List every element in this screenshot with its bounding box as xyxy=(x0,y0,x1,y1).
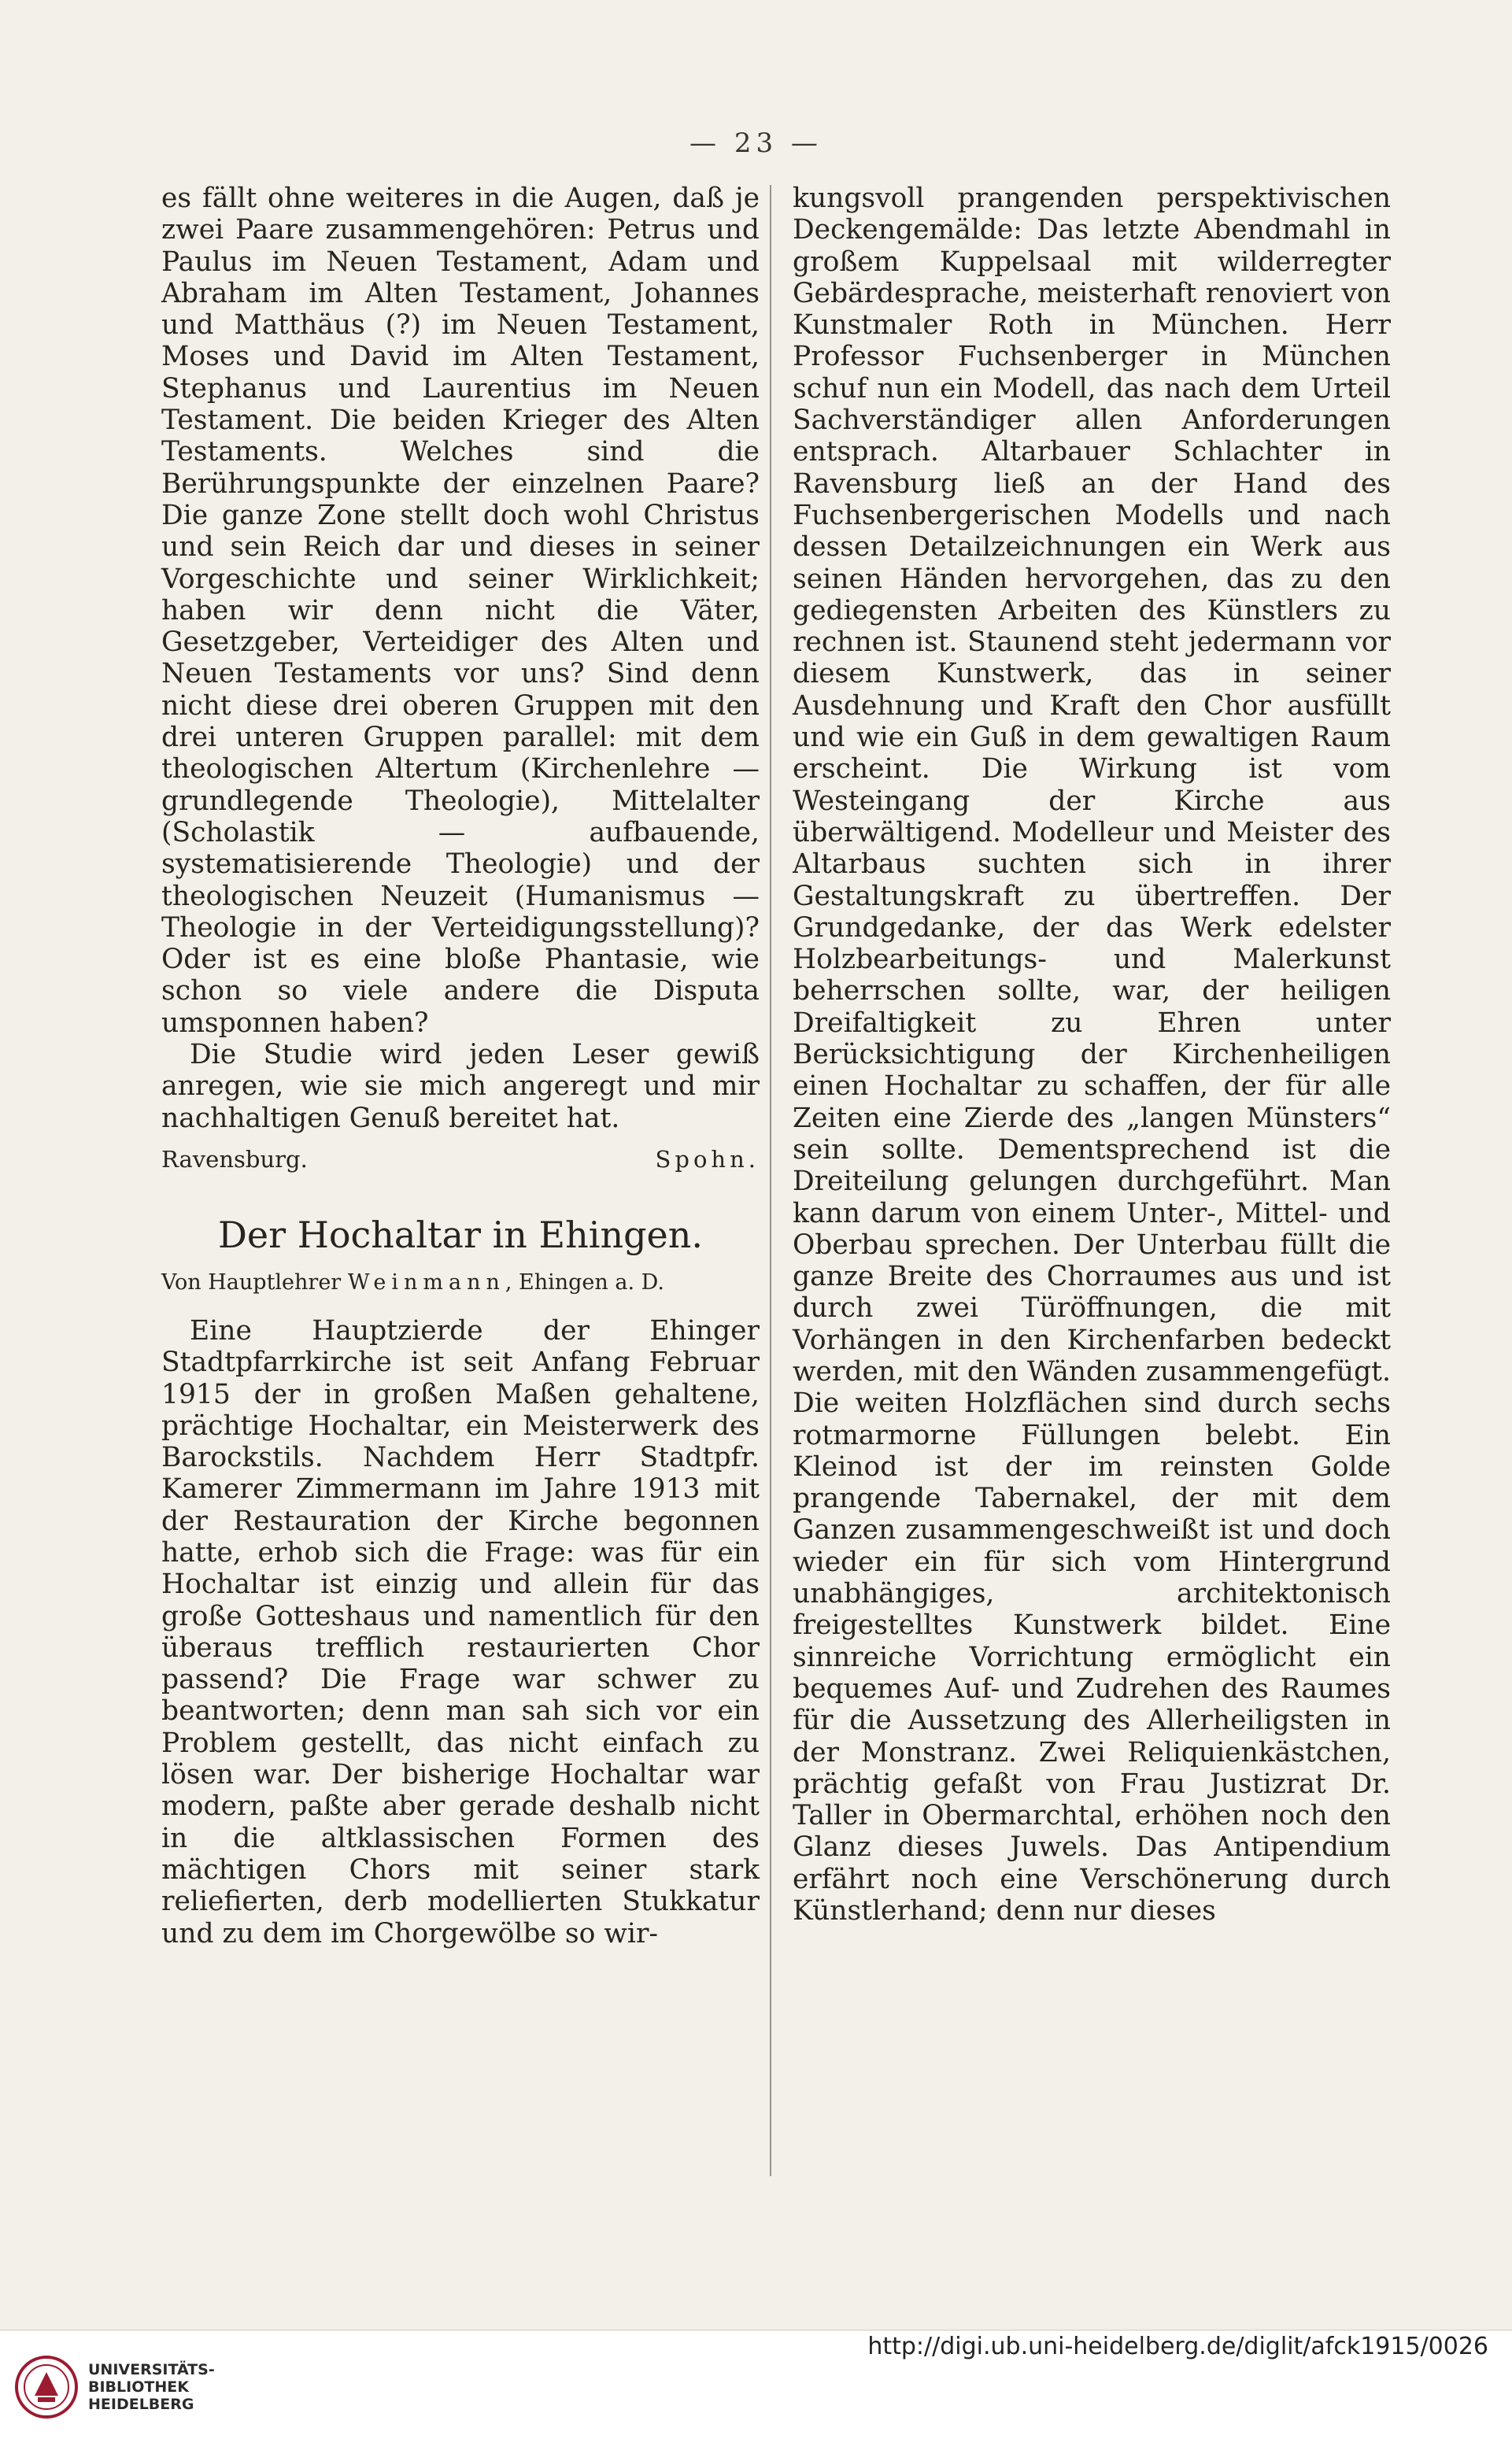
page-number: — 23 — xyxy=(689,127,823,159)
signature-author: Spohn. xyxy=(655,1145,760,1173)
right-column xyxy=(793,183,1391,1927)
library-name-line: BIBLIOTHEK xyxy=(88,2378,189,2396)
signature-line xyxy=(161,1144,760,1175)
left-paragraph-1: es fällt ohne weiteres in die Augen, daß je zwei Paare zusammengehören: Petrus und Paulus im Neuen Testament, Adam und Abraham im Alten Testament, Johannes und Matthäus (?) im Neuen Testament, Moses und David im Alten Testament, Stephanus und Laurentius im Neuen Testament. Die beiden Krieger des Alten Testaments. Welches sind die Berührungspunkte der einzelnen Paare? Die ganze Zone stellt doch wohl Christus und sein Reich dar und dieses in seiner Vorgeschichte und seiner Wirklichkeit; haben wir denn nicht die Väter, Gesetzgeber, Verteidiger des Alten und Neuen Testaments vor uns? Sind denn nicht diese drei oberen Gruppen mit den drei unteren Gruppen parallel: mit dem theologischen Altertum (Kirchenlehre — grundlegende Theologie), Mittelalter (Scholastik — aufbauende, systematisierende Theologie) und der theologischen Neuzeit (Humanismus — Theologie in der Verteidigungsstellung)? Oder ist es eine bloße Phantasie, wie schon so viele andere die Disputa umsponnen haben? xyxy=(161,183,760,1039)
byline-prefix: Von Hauptlehrer xyxy=(161,1269,342,1295)
column-divider xyxy=(770,185,771,2176)
article-heading: Der Hochaltar in Ehingen. xyxy=(218,1213,703,1256)
left-paragraph-2: Die Studie wird jeden Leser gewiß anregen, wie sie mich angeregt und mir nachhaltigen Genuß bereitet hat. xyxy=(161,1039,760,1134)
byline-suffix: , Ehingen a. D. xyxy=(505,1269,664,1295)
article-paragraph: Eine Hauptzierde der Ehinger Stadtpfarrkirche ist seit Anfang Februar 1915 der in großen Maßen gehaltene, prächtige Hochaltar, ein Meisterwerk des Barockstils. Nachdem Herr Stadtpfr. Kamerer Zimmermann im Jahre 1913 mit der Restauration der Kirche begonnen hatte, erhob sich die Frage: was für ein Hochaltar ist einzig und allein für das große Gotteshaus und namentlich für den überaus trefflich restaurierten Chor passend? Die Frage war schwer zu beantworten; denn man sah sich vor ein Problem gestellt, das nicht einfach zu lösen war. Der bisherige Hochaltar war modern, paßte aber gerade deshalb nicht in die altklassischen Formen des mächtigen Chors mit seiner stark reliefierten, derb modellierten Stukkatur und zu dem im Chorgewölbe so wir- xyxy=(161,1314,760,1949)
library-name-line: HEIDELBERG xyxy=(88,2396,194,2413)
right-paragraph: kungsvoll prangenden perspektivischen Deckengemälde: Das letzte Abendmahl in großem Kuppelsaal mit wilderregter Gebärdesprache, meisterhaft renoviert von Kunstmaler Roth in München. Herr Professor Fuchsenberger in München schuf nun ein Modell, das nach dem Urteil Sachverständiger allen Anforderungen entsprach. Altarbauer Schlachter in Ravensburg ließ an der Hand des Fuchsenbergerischen Modells und nach dessen Detailzeichnungen ein Werk aus seinen Händen hervorgehen, das zu den gediegensten Arbeiten des Künstlers zu rechnen ist. Staunend steht jedermann vor diesem Kunstwerk, das in seiner Ausdehnung und Kraft den Chor ausfüllt und wie ein Guß in dem gewaltigen Raum erscheint. Die Wirkung ist vom Westeingang der Kirche aus überwältigend. Modelleur und Meister des Altarbaus suchten sich in ihrer Gestaltungskraft zu übertreffen. Der Grundgedanke, der das Werk edelster Holzbearbeitungs- und Malerkunst beherrschen sollte, war, der heiligen Dreifaltigkeit zu Ehren unter Berücksichtigung der Kirchenheiligen einen Hochaltar zu schaffen, der für alle Zeiten eine Zierde des „langen Münsters“ sein sollte. Dementsprechend ist die Dreiteilung gelungen durchgeführt. Man kann darum von einem Unter-, Mittel- und Oberbau sprechen. Der Unterbau füllt die ganze Breite des Chorraumes aus und ist durch zwei Türöffnungen, die mit Vorhängen in den Kirchenfarben bedeckt werden, mit den Wänden zusammengefügt. Die weiten Holzflächen sind durch sechs rotmarmorne Füllungen belebt. Ein Kleinod ist der im reinsten Golde prangende Tabernakel, der mit dem Ganzen zusammengeschweißt ist und doch wieder ein für sich vom Hintergrund unabhängiges, architektonisch freigestelltes Kunstwerk bildet. Eine sinnreiche Vorrichtung ermöglicht ein bequemes Auf- und Zudrehen des Raumes für die Aussetzung des Allerheiligsten in der Monstranz. Zwei Reliquienkästchen, prächtig gefaßt von Frau Justizrat Dr. Taller in Obermarchtal, erhöhen noch den Glanz dieses Juwels. Das Antipendium erfährt noch eine Verschönerung durch Künstlerhand; denn nur dieses xyxy=(793,183,1391,1927)
signature-place: Ravensburg. xyxy=(161,1145,308,1173)
article-byline xyxy=(161,1268,760,1298)
library-name xyxy=(88,2361,215,2413)
left-column xyxy=(161,183,760,1949)
byline-author: Weinmann xyxy=(347,1269,505,1295)
library-name-line: UNIVERSITÄTS- xyxy=(88,2361,215,2378)
source-url-link[interactable]: http://digi.ub.uni-heidelberg.de/diglit/afck1915/0026 xyxy=(867,2333,1488,2360)
university-seal-icon xyxy=(14,2355,79,2419)
